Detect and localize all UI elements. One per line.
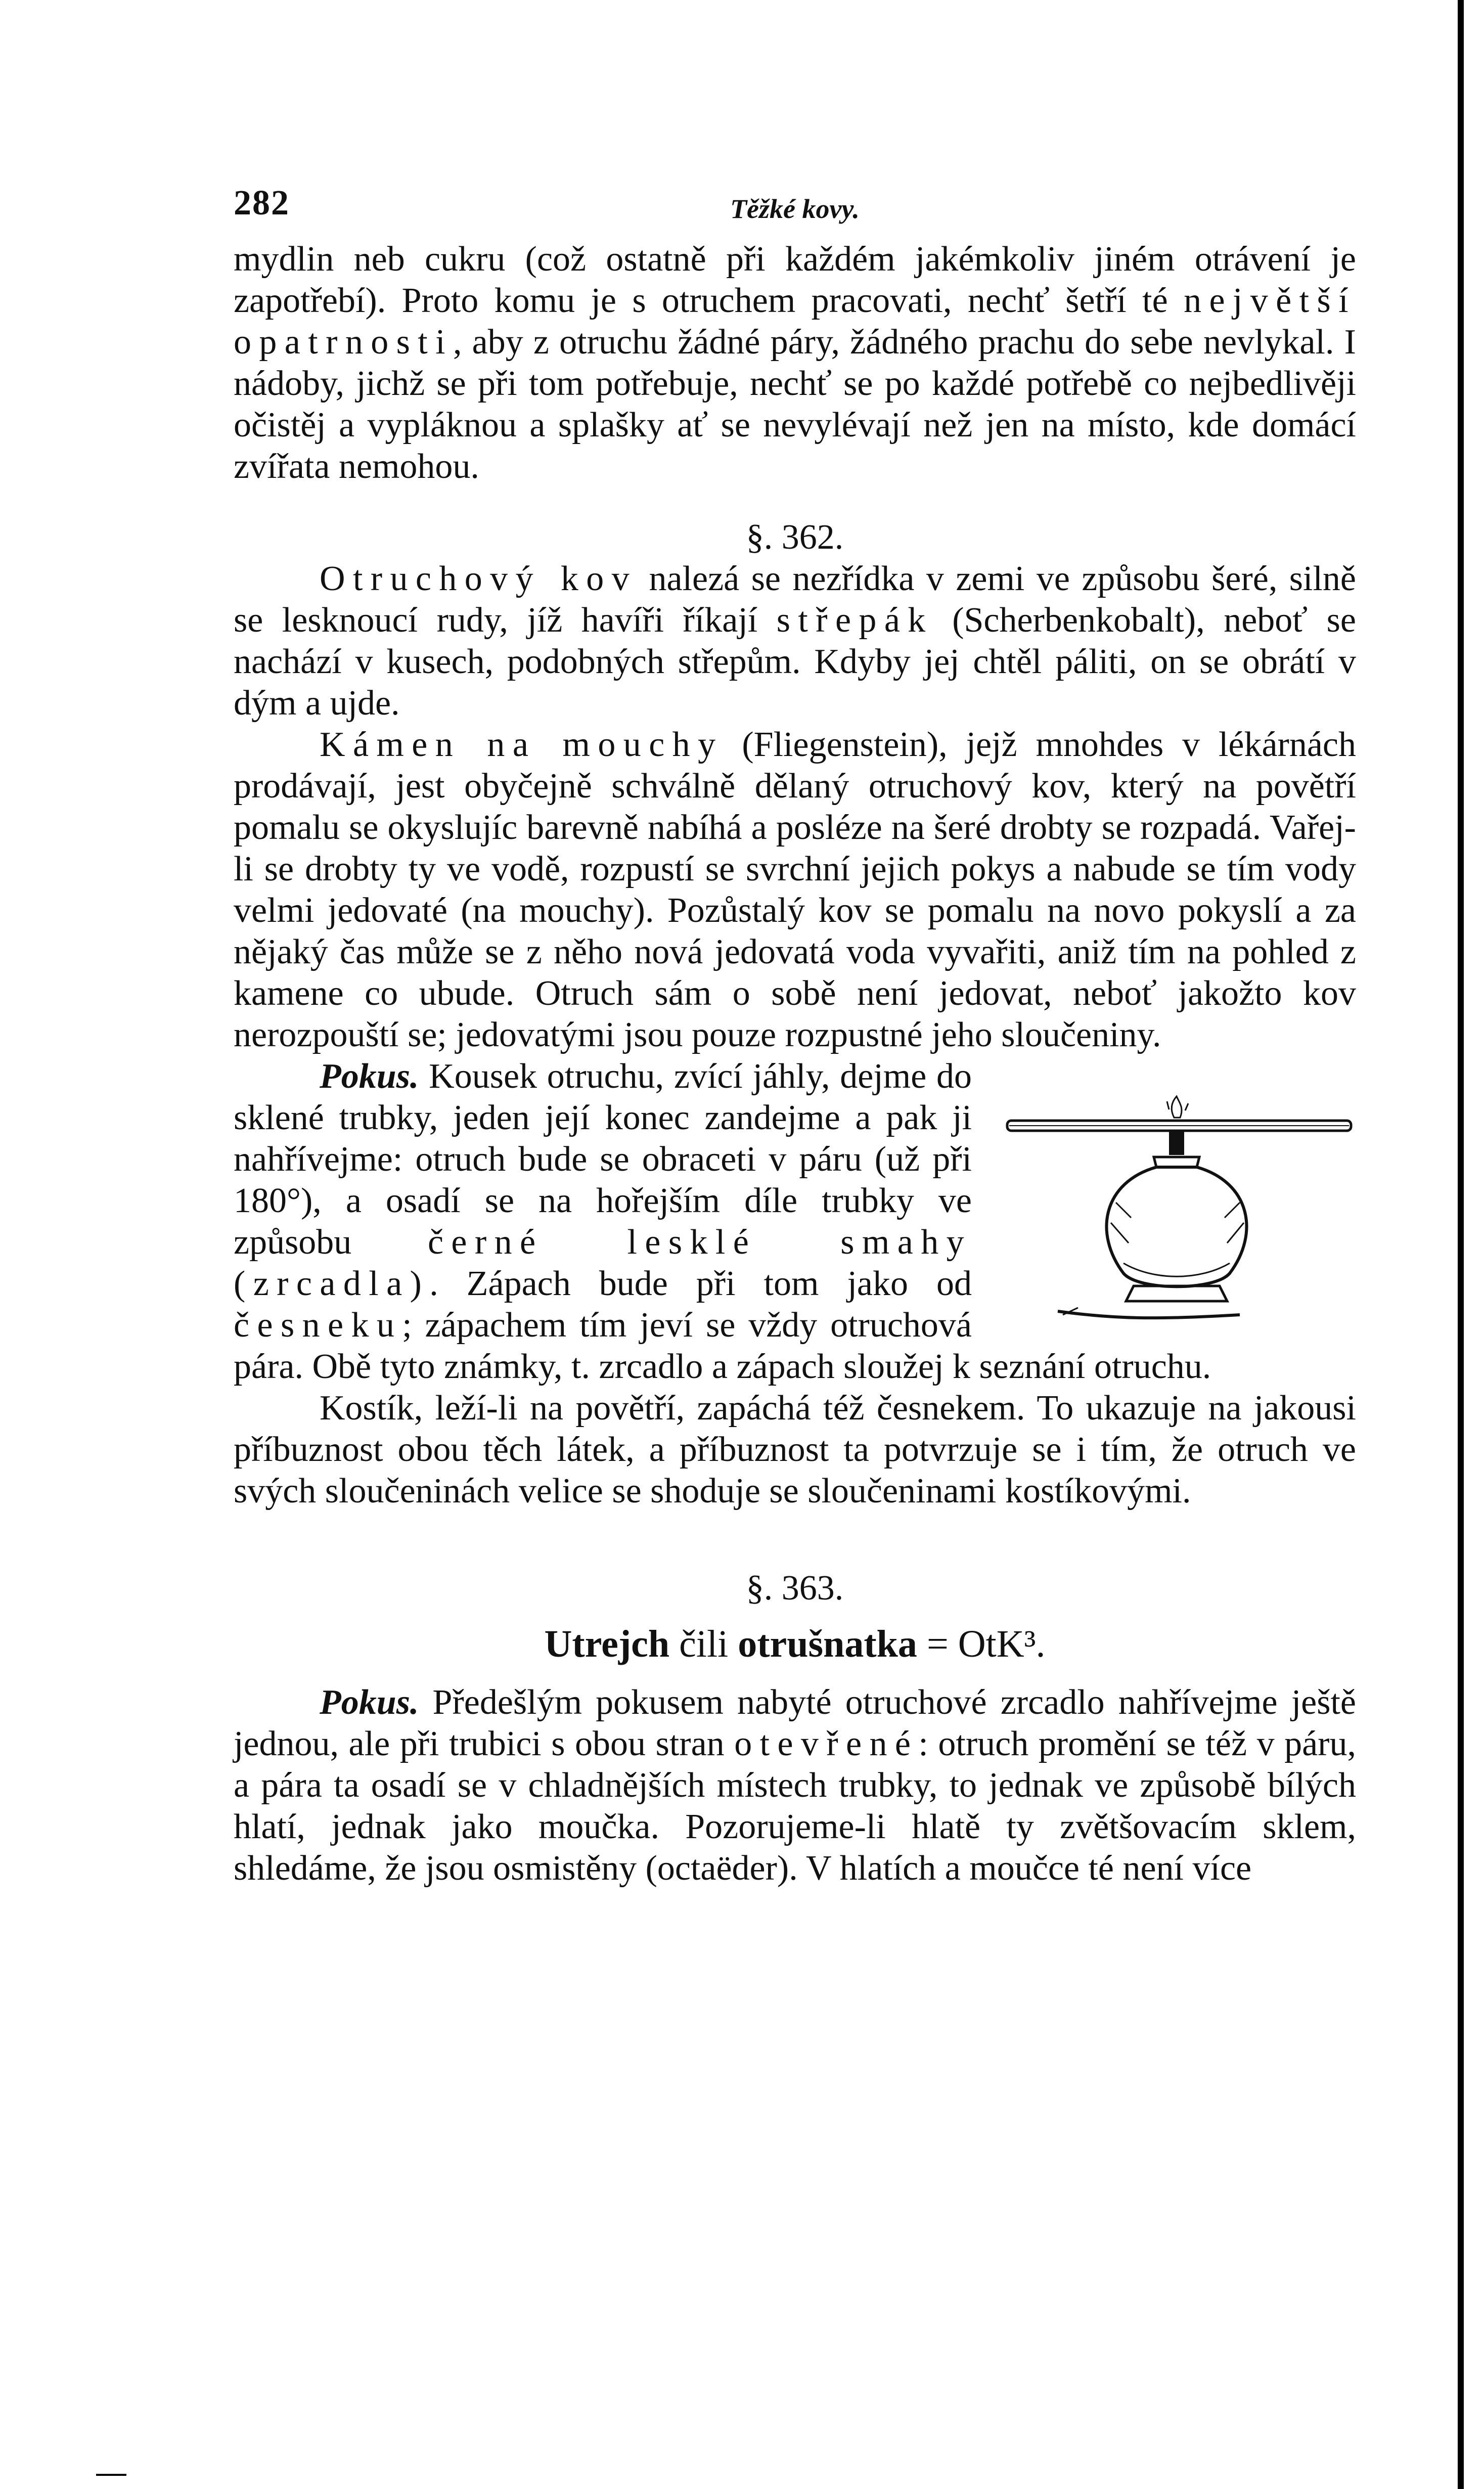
emphasis-text: česneku — [234, 1306, 402, 1345]
section-heading-363: §. 363. — [746, 1569, 844, 1608]
emphasis-text: otevřené — [734, 1724, 919, 1763]
paragraph-pokus — [234, 1056, 1356, 1388]
paragraph-continuation — [234, 239, 1356, 487]
emphasis-text: Kámen na mouchy — [320, 725, 724, 764]
page-number: 282 — [234, 184, 290, 223]
chemical-formula: = OtK³. — [917, 1623, 1046, 1665]
emphasis-text: Otruchový kov — [320, 559, 638, 598]
title-term: otrušnatka — [738, 1623, 917, 1665]
text-run: , aby z otruchu žádné páry, žádného prachu do sebe nevlykal. I nádoby, jichž se při tom potřebuje, nechť se po každé potřebě co nejbedlivěji očistěj a vypláknou a splašky ať se nevylévají než jen na místo, kde domácí zvířata nemohou. — [234, 323, 1356, 486]
text-run: ; zápachem tím jeví se vždy otruchová pára. Obě tyto známky, t. zrcadlo a zápach sloužej k seznání otruchu. — [234, 1306, 1211, 1386]
section-title-utrejch — [234, 1621, 1356, 1667]
text-run: : otruch promění se též v páru, a pára ta osadí se v chladnějších místech trubky, to jednak ve způsobě bílých hlatí, jednak jako moučka. Pozorujeme-li hlatě ty zvětšovacím sklem, shledáme, že jsou osmistěny (octaëder). V hlatích a moučce té není více — [234, 1724, 1356, 1888]
title-term: Utrejch — [544, 1623, 670, 1665]
paragraph-otruchovy-kov — [234, 558, 1356, 724]
text-run: . Zápach bude při tom jako od — [429, 1264, 972, 1303]
apparatus-figure — [1002, 1081, 1356, 1329]
paragraph-kostik: Kostík, leží-li na povětří, zapáchá též česnekem. To ukazuje na jakousi příbuznost obou těch látek, a příbuznost ta potvrzuje se i tím, že otruch ve svých sloučeninách velice se shoduje se sloučeninami kostíkovými. — [234, 1389, 1356, 1510]
experiment-block — [234, 1056, 1356, 1388]
section-heading-362: §. 362. — [746, 518, 844, 557]
glass-tube-over-spirit-lamp-illustration — [1002, 1081, 1356, 1329]
paragraph-pokus-363 — [234, 1682, 1356, 1889]
page-header — [234, 183, 1356, 239]
running-head: Těžké kovy. — [730, 194, 860, 224]
text-run: nalezá se nezřídka v zemi ve způsobu šeré, silně se lesknoucí rudy, jíž havíři říkají — [234, 559, 1356, 640]
title-connector: čili — [669, 1623, 738, 1665]
text-run: Kousek otruchu, zvící jáhly, dejme do sklené trubky, jeden její konec zandejme a pak ji nahřívejme: otruch bude se obraceti v páru (už při 180°), a osadí se na hořejším díle trubky ve způsobu — [234, 1057, 972, 1262]
emphasis-text: největší opatrnosti — [234, 281, 1356, 362]
pokus-label: Pokus. — [320, 1683, 419, 1722]
text-run: (Scherbenkobalt), neboť se nachází v kusech, podobných střepům. Kdyby jej chtěl páliti, on se obrátí v dým a ujde. — [234, 601, 1356, 723]
text-run: (Fliegenstein), jejž mnohdes v lékárnách prodávají, jest obyčejně schválně dělaný otruchový kov, který na povětří pomalu se okyslujíc barevně nabíhá a posléze na šeré drobty se rozpadá. Vařej-li se drobty ty ve vodě, rozpustí se svrchní jejich pokys a nabude se tím vody velmi jedovaté (na mouchy). Pozůstalý kov se pomalu na novo pokyslí a za nějaký čas může se z něho nová jedovatá voda vyvařiti, aniž tím na pohled z kamene co ubude. Otruch sám o sobě není jedovat, neboť jakožto kov nerozpouští se; jedovatými jsou pouze rozpustné jeho sloučeniny. — [234, 725, 1356, 1054]
emphasis-text: střepák — [776, 601, 933, 640]
paragraph-kamen-na-mouchy — [234, 724, 1356, 1056]
emphasis-text: černé lesklé smahy (zrcadla) — [234, 1223, 972, 1303]
page-edge — [1458, 0, 1464, 2489]
scan-corner-mark — [96, 2474, 126, 2479]
text-run: Předešlým pokusem nabyté otruchové zrcadlo nahřívejme ještě jednou, ale při trubici s obou stran — [234, 1683, 1356, 1763]
text-run: mydlin neb cukru (což ostatně při každém jakémkoliv jiném otrávení je zapotřebí). Proto komu je s otruchem pracovati, nechť šetří té — [234, 240, 1356, 320]
pokus-label: Pokus. — [320, 1057, 419, 1096]
document-page — [234, 183, 1356, 1889]
